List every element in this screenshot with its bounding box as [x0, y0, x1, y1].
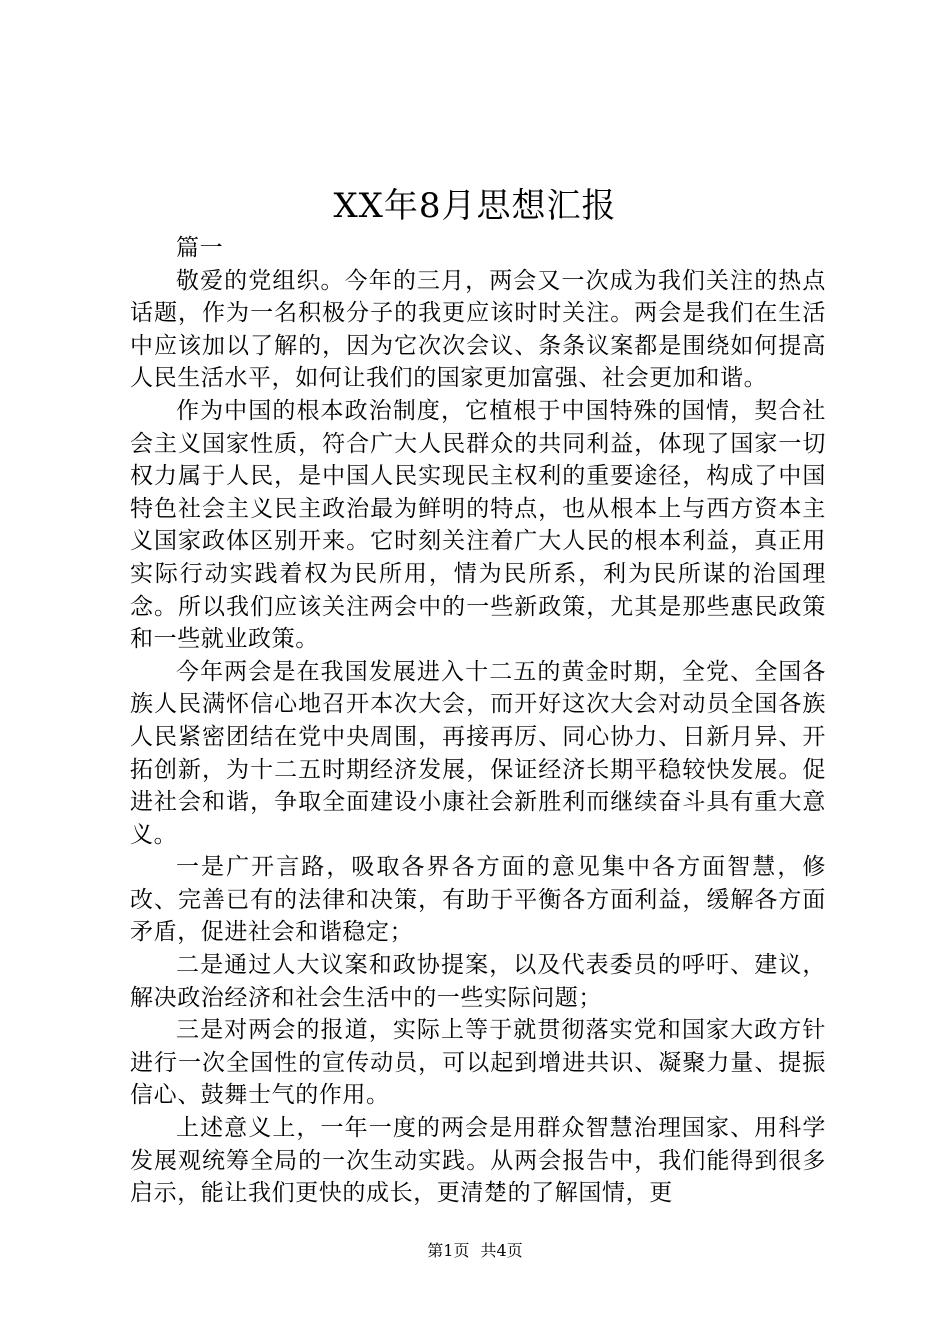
paragraph: 作为中国的根本政治制度，它植根于中国特殊的国情，契合社会主义国家性质，符合广大人民群众的共同利益，体现了国家一切权力属于人民，是中国人民实现民主权利的重要途径，构成了中国特色社会主义民主政治最为鲜明的特点，也从根本上与西方资本主义国家政体区别开来。它时刻关注着广大人民的根本利益，真正用实际行动实践着权为民所用，情为民所系，利为民所谋的治国理念。所以我们应该关注两会中的一些新政策，尤其是那些惠民政策和一些就业政策。	[130, 397, 826, 653]
paragraph: 敬爱的党组织。今年的三月，两会又一次成为我们关注的热点话题，作为一名积极分子的我更应该时时关注。两会是我们在生活中应该加以了解的，因为它次次会议、条条议案都是围绕如何提高人民生活水平，如何让我们的国家更加富强、社会更加和谐。	[130, 267, 826, 392]
paragraph: 一是广开言路，吸取各界各方面的意见集中各方面智慧，修改、完善已有的法律和决策，有助于平衡各方面利益，缓解各方面矛盾，促进社会和谐稳定；	[130, 854, 826, 946]
document-title: XX年8月思想汇报	[333, 186, 617, 226]
page-number: 第1页	[427, 1241, 470, 1260]
paragraph: 今年两会是在我国发展进入十二五的黄金时期，全党、全国各族人民满怀信心地召开本次大会，而开好这次大会对动员全国各族人民紧密团结在党中央周围，再接再厉、同心协力、日新月异、开拓创新，为十二五时期经济发展，保证经济长期平稳较快发展。促进社会和谐，争取全面建设小康社会新胜利而继续奋斗具有重大意义。	[130, 658, 826, 848]
page-footer	[0, 1240, 950, 1262]
page-total: 共4页	[480, 1241, 523, 1260]
document-body	[130, 232, 826, 1210]
paragraph: 上述意义上，一年一度的两会是用群众智慧治理国家、用科学发展观统筹全局的一次生动实践。从两会报告中，我们能得到很多启示，能让我们更快的成长，更清楚的了解国情，更	[130, 1115, 826, 1207]
paragraph: 三是对两会的报道，实际上等于就贯彻落实党和国家大政方针进行一次全国性的宣传动员，可以起到增进共识、凝聚力量、提振信心、鼓舞士气的作用。	[130, 1017, 826, 1109]
section-heading: 篇一	[176, 235, 224, 261]
paragraph: 二是通过人大议案和政协提案，以及代表委员的呼吁、建议，解决政治经济和社会生活中的一些实际问题；	[130, 952, 826, 1011]
